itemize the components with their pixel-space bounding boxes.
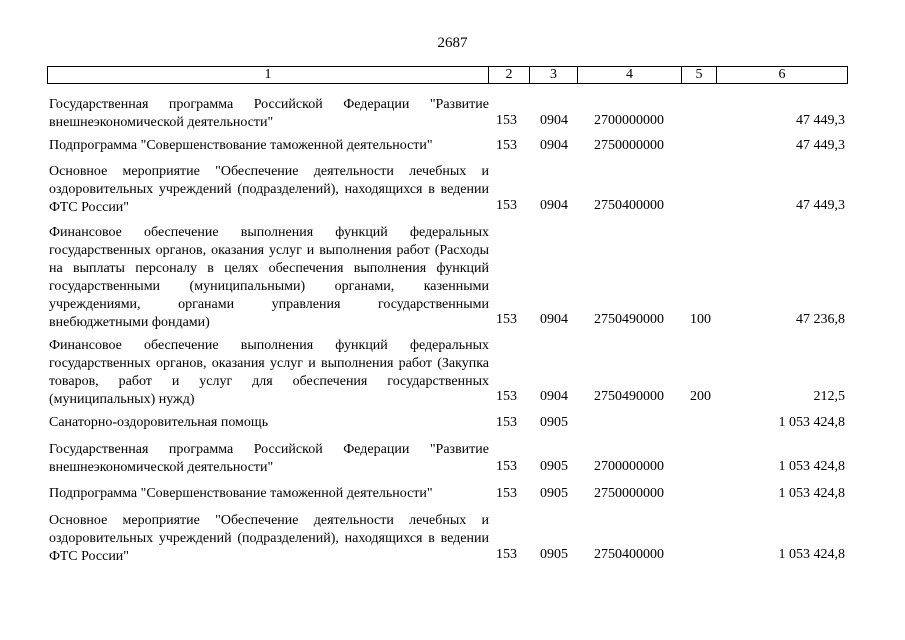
row-col4: 2700000000 bbox=[594, 113, 664, 128]
row-col4: 2750490000 bbox=[594, 389, 664, 404]
row-col5: 100 bbox=[690, 312, 711, 327]
row-col2: 153 bbox=[496, 312, 517, 327]
row-col3: 0904 bbox=[540, 312, 568, 327]
row-col3: 0905 bbox=[540, 459, 568, 474]
row-col3: 0904 bbox=[540, 389, 568, 404]
row-col4: 2750400000 bbox=[594, 198, 664, 213]
row-col6: 1 053 424,8 bbox=[778, 459, 845, 474]
column-header-2: 2 bbox=[489, 67, 530, 84]
row-col3: 0904 bbox=[540, 198, 568, 213]
row-col3: 0904 bbox=[540, 138, 568, 153]
row-col6: 1 053 424,8 bbox=[778, 415, 845, 430]
row-col4: 2750000000 bbox=[594, 138, 664, 153]
page-number: 2687 bbox=[437, 35, 468, 51]
row-description: Государственная программа Российской Федерации "Развитие внешнеэкономической деятельности" bbox=[49, 97, 489, 130]
row-col2: 153 bbox=[496, 113, 517, 128]
row-col2: 153 bbox=[496, 547, 517, 562]
row-col6: 212,5 bbox=[813, 389, 845, 404]
column-header-6: 6 bbox=[717, 67, 848, 84]
row-col4: 2700000000 bbox=[594, 459, 664, 474]
row-description: Государственная программа Российской Федерации "Развитие внешнеэкономической деятельности" bbox=[49, 442, 489, 475]
row-col2: 153 bbox=[496, 389, 517, 404]
row-col2: 153 bbox=[496, 198, 517, 213]
row-description: Основное мероприятие "Обеспечение деятельности лечебных и оздоровительных учреждений (подразделений), находящихся в ведении ФТС России" bbox=[49, 164, 489, 215]
row-col2: 153 bbox=[496, 138, 517, 153]
row-col6: 47 236,8 bbox=[796, 312, 845, 327]
row-col4: 2750490000 bbox=[594, 312, 664, 327]
column-header-3: 3 bbox=[530, 67, 578, 84]
row-col6: 47 449,3 bbox=[796, 198, 845, 213]
row-col6: 47 449,3 bbox=[796, 138, 845, 153]
row-col4: 2750000000 bbox=[594, 486, 664, 501]
row-col3: 0905 bbox=[540, 415, 568, 430]
row-col5: 200 bbox=[690, 389, 711, 404]
row-col3: 0904 bbox=[540, 113, 568, 128]
row-description: Финансовое обеспечение выполнения функций федеральных государственных органов, оказания услуг и выполнения работ (Расходы на выплаты персоналу в целях обеспечения выполнения функций государственными (муниципальными) органами, казенными учреждениями, органами управления государственными внебюджетными фондами) bbox=[49, 225, 489, 330]
row-col6: 47 449,3 bbox=[796, 113, 845, 128]
column-header-5: 5 bbox=[682, 67, 717, 84]
column-header-1: 1 bbox=[48, 67, 489, 84]
row-description: Основное мероприятие "Обеспечение деятельности лечебных и оздоровительных учреждений (подразделений), находящихся в ведении ФТС России" bbox=[49, 513, 489, 564]
row-col6: 1 053 424,8 bbox=[778, 547, 845, 562]
column-header-row bbox=[48, 67, 848, 84]
row-col2: 153 bbox=[496, 486, 517, 501]
column-header-table bbox=[47, 66, 848, 84]
row-col4: 2750400000 bbox=[594, 547, 664, 562]
row-col3: 0905 bbox=[540, 486, 568, 501]
row-col2: 153 bbox=[496, 459, 517, 474]
row-description: Санаторно-оздоровительная помощь bbox=[49, 415, 269, 430]
row-col2: 153 bbox=[496, 415, 517, 430]
row-description: Финансовое обеспечение выполнения функций федеральных государственных органов, оказания услуг и выполнения работ (Закупка товаров, работ и услуг для обеспечения государственных (муниципальных) нужд) bbox=[49, 338, 489, 407]
row-col3: 0905 bbox=[540, 547, 568, 562]
row-col6: 1 053 424,8 bbox=[778, 486, 845, 501]
column-header-4: 4 bbox=[578, 67, 682, 84]
row-description: Подпрограмма "Совершенствование таможенной деятельности" bbox=[49, 138, 433, 153]
row-description: Подпрограмма "Совершенствование таможенной деятельности" bbox=[49, 486, 433, 501]
